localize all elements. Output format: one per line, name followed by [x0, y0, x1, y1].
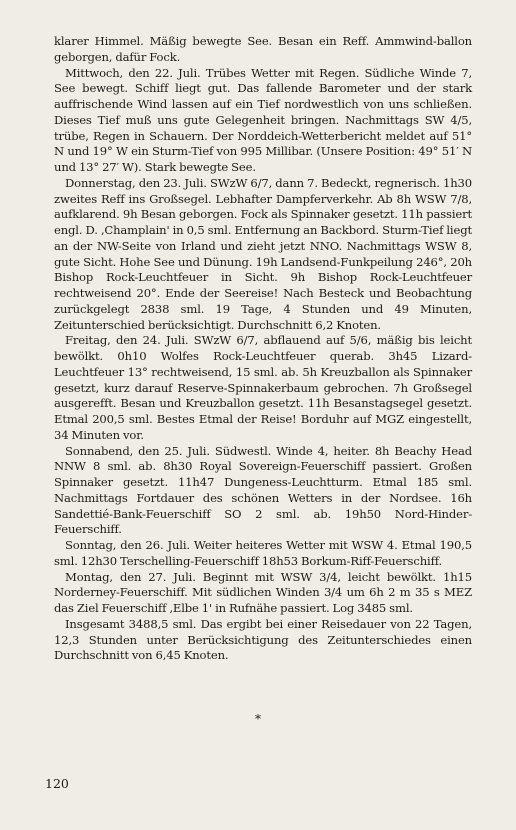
- body-text: [54, 34, 472, 664]
- page-number: 120: [45, 776, 69, 791]
- paragraph-8: Insgesamt 3488,5 sml. Das ergibt bei einer Reisedauer von 22 Tagen, 12,3 Stunden unter Berücksichtigung des Zeitunterschiedes einen Durchschnitt von 6,45 Knoten.: [54, 616, 472, 663]
- paragraph-3: Donnerstag, den 23. Juli. SWzW 6/7, dann 7. Bedeckt, regnerisch. 1h30 zweites Reff ins Großsegel. Lebhafter Dampferverkehr. Ab 8h WSW 7/8, aufklarend. 9h Besan geborgen. Fock als Spinnaker gesetzt. 11h passiert engl. D. ‚Champlain' in 0,5 sml. Entfernung an Backbord. Sturm-Tief liegt an der NW-Seite von Irland und zieht jetzt NNO. Nachmittags WSW 8, gute Sicht. Hohe See und Dünung. 19h Landsend-Funkpeilung 246°, 20h Bishop Rock-Leuchtfeuer in Sicht. 9h Bishop Rock-Leuchtfeuer rechtweisend 20°. Ende der Seereise! Nach Besteck und Beobachtung zurückgelegt 2838 sml. 19 Tage, 4 Stunden und 49 Minuten, Zeitunterschied berücksichtigt. Durchschnitt 6,2 Knoten.: [54, 175, 472, 332]
- paragraph-1: klarer Himmel. Mäßig bewegte See. Besan ein Reff. Ammwind-ballon geborgen, dafür Fock.: [54, 34, 472, 64]
- paragraph-6: Sonntag, den 26. Juli. Weiter heiteres Wetter mit WSW 4. Etmal 190,5 sml. 12h30 Terschelling-Feuerschiff 18h53 Borkum-Riff-Feuerschiff.: [54, 538, 472, 568]
- paragraph-2: Mittwoch, den 22. Juli. Trübes Wetter mit Regen. Südliche Winde 7, See bewegt. Schiff liegt gut. Das fallende Barometer und der stark auffrischende Wind lassen auf ein Tief nordwestlich von uns schließen. Dieses Tief muß uns gute Gelegenheit bringen. Nachmittags SW 4/5, trübe, Regen in Schauern. Der Norddeich-Wetterbericht meldet auf 51° N und 19° W ein Sturm-Tief von 995 Millibar. (Unsere Position: 49° 51′ N und 13° 27′ W). Stark bewegte See.: [54, 65, 472, 174]
- section-ornament: *: [255, 712, 261, 726]
- paragraph-4: Freitag, den 24. Juli. SWzW 6/7, abflauend auf 5/6, mäßig bis leicht bewölkt. 0h10 Wolfes Rock-Leuchtfeuer querab. 3h45 Lizard-Leuchtfeuer 13° rechtweisend, 15 sml. ab. 5h Kreuzballon als Spinnaker gesetzt, kurz darauf Reserve-Spinnakerbaum gebrochen. 7h Großsegel ausgerefft. Besan und Kreuzballon gesetzt. 11h Besanstagsegel gesetzt. Etmal 200,5 sml. Bestes Etmal der Reise! Borduhr auf MGZ eingestellt, 34 Minuten vor.: [54, 333, 472, 442]
- paragraph-5: Sonnabend, den 25. Juli. Südwestl. Winde 4, heiter. 8h Beachy Head NNW 8 sml. ab. 8h30 Royal Sovereign-Feuerschiff passiert. Großen Spinnaker gesetzt. 11h47 Dungeness-Leuchtturm. Etmal 185 sml. Nachmittags Fortdauer des schönen Wetters in der Nordsee. 16h Sandettié-Bank-Feuerschiff SO 2 sml. ab. 19h50 Nord-Hinder-Feuerschiff.: [54, 443, 472, 537]
- paragraph-7: Montag, den 27. Juli. Beginnt mit WSW 3/4, leicht bewölkt. 1h15 Norderney-Feuerschiff. Mit südlichen Winden 3/4 um 6h 2 m 35 s MEZ das Ziel Feuerschiff ‚Elbe 1' in Rufnähe passiert. Log 3485 sml.: [54, 569, 472, 615]
